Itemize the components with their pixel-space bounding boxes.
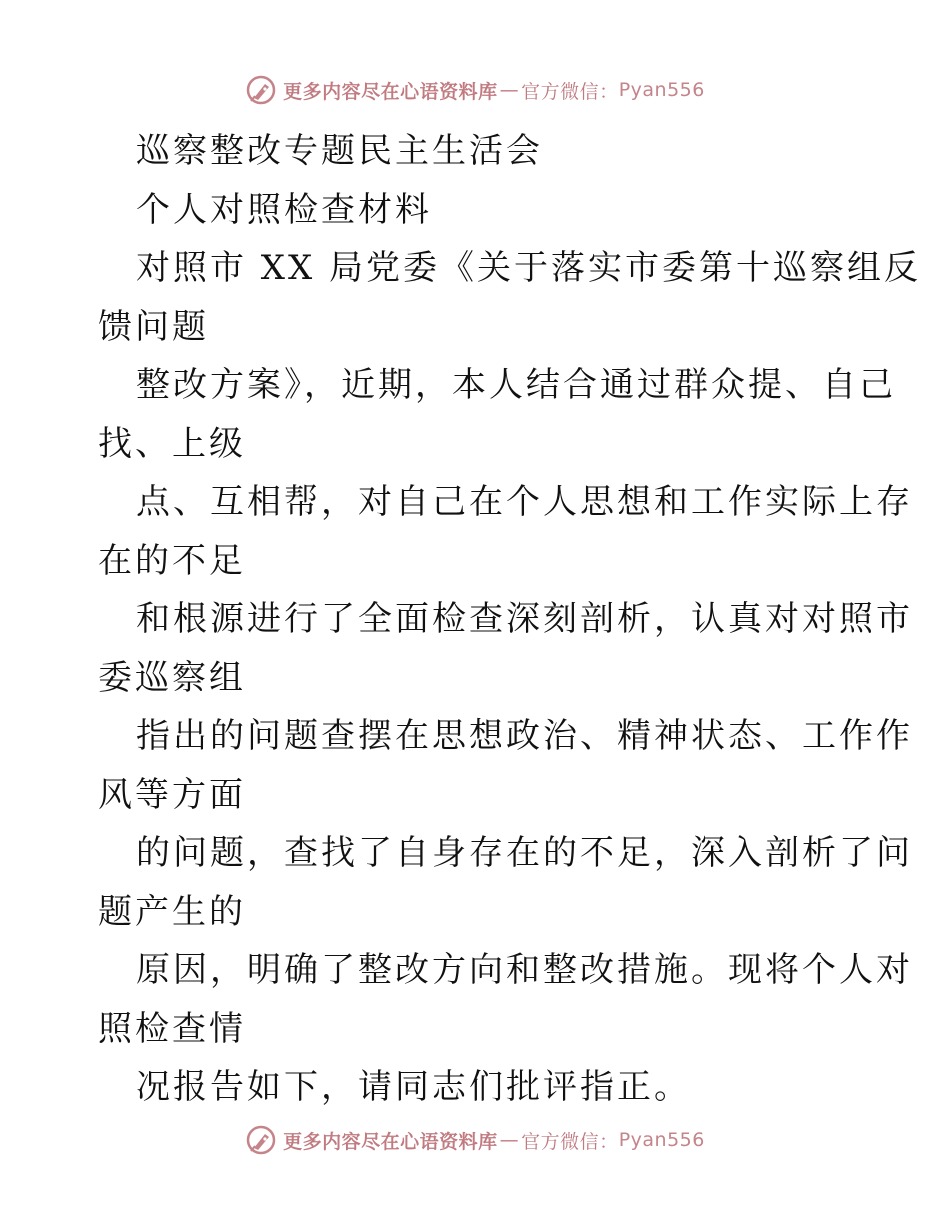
- paragraph-line: 风等方面: [98, 774, 246, 815]
- paragraph-line: 馈问题: [98, 306, 209, 347]
- header-watermark: [0, 70, 950, 110]
- paragraph-line: 委巡察组: [98, 657, 246, 698]
- pen-nib-logo-icon: [245, 1124, 277, 1156]
- watermark-contact-id: Pyan556: [618, 79, 705, 101]
- watermark-contact-label: 官方微信：: [521, 80, 619, 103]
- paragraph-line: 指出的问题查摆在思想政治、精神状态、工作作: [136, 716, 913, 756]
- watermark-brand: 更多内容尽在心语资料库: [283, 1130, 498, 1153]
- paragraph-line: 况报告如下，请同志们批评指正。: [136, 1067, 691, 1107]
- document-subtitle: 个人对照检查材料: [136, 189, 432, 230]
- watermark-dash: —: [499, 1129, 520, 1151]
- pen-nib-logo-icon: [245, 74, 277, 106]
- document-title: 巡察整改专题民主生活会: [136, 131, 543, 171]
- paragraph-line: 整改方案》，近期，本人结合通过群众提、自己: [136, 365, 896, 405]
- document-body: [98, 122, 922, 1117]
- watermark-contact-id: Pyan556: [618, 1129, 705, 1151]
- paragraph-line: 找、上级: [98, 423, 246, 464]
- watermark-contact-label: 官方微信：: [521, 1130, 619, 1153]
- paragraph-line: 点、互相帮，对自己在个人思想和工作实际上存: [136, 482, 913, 522]
- paragraph-line: 对照市 XX 局党委《关于落实市委第十巡察组反: [136, 248, 922, 288]
- paragraph-line: 的问题，查找了自身存在的不足，深入剖析了问: [136, 833, 913, 873]
- watermark-brand: 更多内容尽在心语资料库: [283, 80, 498, 103]
- paragraph-line: 和根源进行了全面检查深刻剖析，认真对对照市: [136, 599, 913, 639]
- paragraph-line: 照检查情: [98, 1008, 246, 1049]
- footer-watermark: [0, 1120, 950, 1160]
- paragraph-line: 题产生的: [98, 891, 246, 932]
- watermark-dash: —: [499, 79, 520, 101]
- paragraph-line: 在的不足: [98, 540, 246, 581]
- paragraph-line: 原因，明确了整改方向和整改措施。现将个人对: [136, 950, 913, 990]
